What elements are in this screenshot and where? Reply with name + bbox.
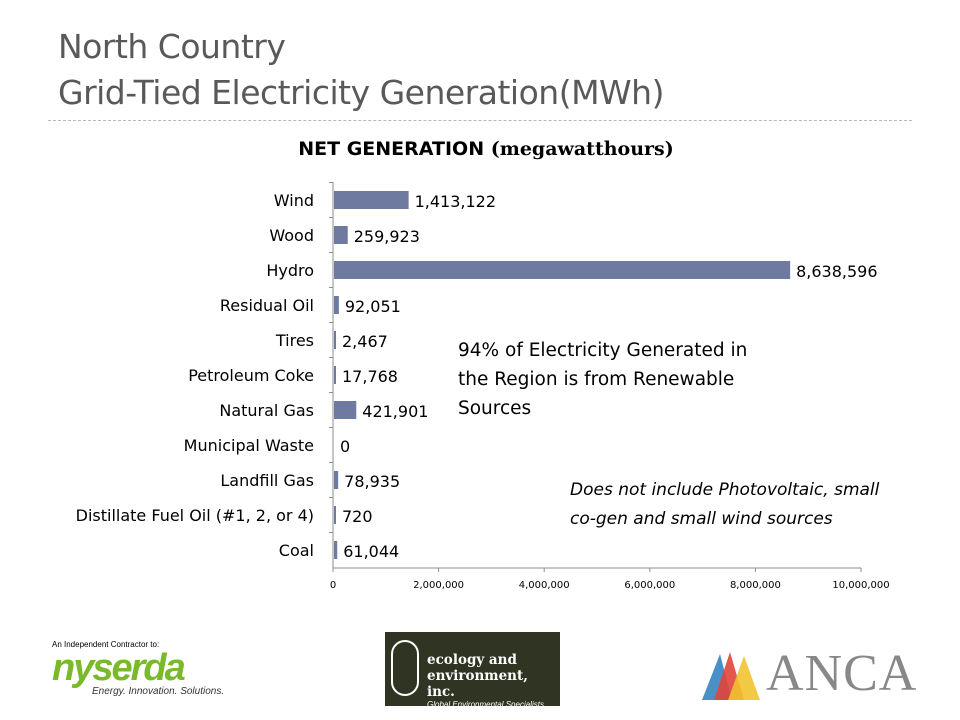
- category-label-3: Hydro: [266, 261, 314, 280]
- category-label-5: Tires: [275, 331, 314, 350]
- bar-5: [334, 331, 336, 349]
- bar-10: [334, 506, 336, 524]
- renewable-note-line1: 94% of Electricity Generated in: [458, 340, 748, 361]
- bar-2: [334, 226, 348, 244]
- ee-name-line1: ecology and: [427, 652, 517, 668]
- anca-wordmark: ANCA: [766, 645, 918, 702]
- chart-title-unit: (megawatthours): [490, 138, 674, 160]
- data-label-7: 421,901: [362, 402, 429, 421]
- nyserda-slogan: Energy. Innovation. Solutions.: [92, 686, 225, 697]
- nyserda-logo: [52, 640, 252, 700]
- category-label-7: Natural Gas: [219, 401, 314, 420]
- anca-logo: [700, 645, 918, 702]
- ee-name: [427, 638, 554, 700]
- data-label-8: 0: [340, 437, 351, 456]
- data-label-2: 259,923: [353, 227, 420, 246]
- data-label-6: 17,768: [342, 367, 398, 386]
- data-label-1: 1,413,122: [414, 192, 497, 211]
- x-tick-label-6: 10,000,000: [832, 580, 890, 591]
- data-label-9: 78,935: [344, 472, 401, 491]
- slide-title-line2: Grid-Tied Electricity Generation(MWh): [58, 73, 664, 112]
- category-label-6: Petroleum Coke: [188, 366, 314, 385]
- data-label-4: 92,051: [344, 297, 401, 316]
- x-tick-label-1: 0: [329, 580, 337, 591]
- nyserda-tagline: An Independent Contractor to:: [52, 640, 160, 649]
- category-label-10: Distillate Fuel Oil (#1, 2, or 4): [75, 506, 314, 525]
- slide-title-line1: North Country: [58, 27, 286, 66]
- data-label-3: 8,638,596: [796, 262, 878, 281]
- bar-4: [334, 296, 339, 314]
- exclusions-note-line2: co-gen and small wind sources: [570, 509, 833, 529]
- bar-6: [334, 366, 336, 384]
- x-tick-label-4: 6,000,000: [624, 580, 676, 591]
- renewable-note-line3: Sources: [458, 398, 532, 419]
- renewable-share-note: [458, 336, 788, 423]
- nyserda-wordmark: nyserda: [52, 647, 184, 689]
- category-label-9: Landfill Gas: [220, 471, 314, 490]
- ee-name-line2: environment, inc.: [427, 668, 528, 700]
- category-label-4: Residual Oil: [219, 296, 314, 315]
- x-tick-label-5: 8,000,000: [729, 580, 781, 591]
- bar-11: [334, 541, 337, 559]
- ee-monogram-icon: [391, 640, 419, 696]
- exclusions-note-line1: Does not include Photovoltaic, small: [570, 480, 880, 500]
- x-tick-label-3: 4,000,000: [518, 580, 570, 591]
- chart-title-main: NET GENERATION: [298, 138, 485, 160]
- ee-subtitle: Global Environmental Specialists: [427, 700, 544, 709]
- bar-9: [334, 471, 338, 489]
- category-label-2: Wood: [269, 226, 314, 245]
- ecology-environment-logo: [385, 632, 560, 709]
- category-label-1: Wind: [273, 191, 314, 210]
- category-label-11: Coal: [278, 541, 314, 560]
- exclusions-note: [570, 476, 910, 534]
- bar-7: [334, 401, 356, 419]
- x-tick-label-2: 2,000,000: [413, 580, 465, 591]
- data-label-5: 2,467: [342, 332, 388, 351]
- renewable-note-line2: the Region is from Renewable: [458, 369, 735, 390]
- bar-3: [334, 261, 790, 279]
- anca-triangle-icon: [700, 650, 762, 702]
- data-label-11: 61,044: [343, 542, 400, 561]
- data-label-10: 720: [342, 507, 373, 526]
- category-label-8: Municipal Waste: [183, 436, 314, 455]
- bar-1: [334, 191, 409, 209]
